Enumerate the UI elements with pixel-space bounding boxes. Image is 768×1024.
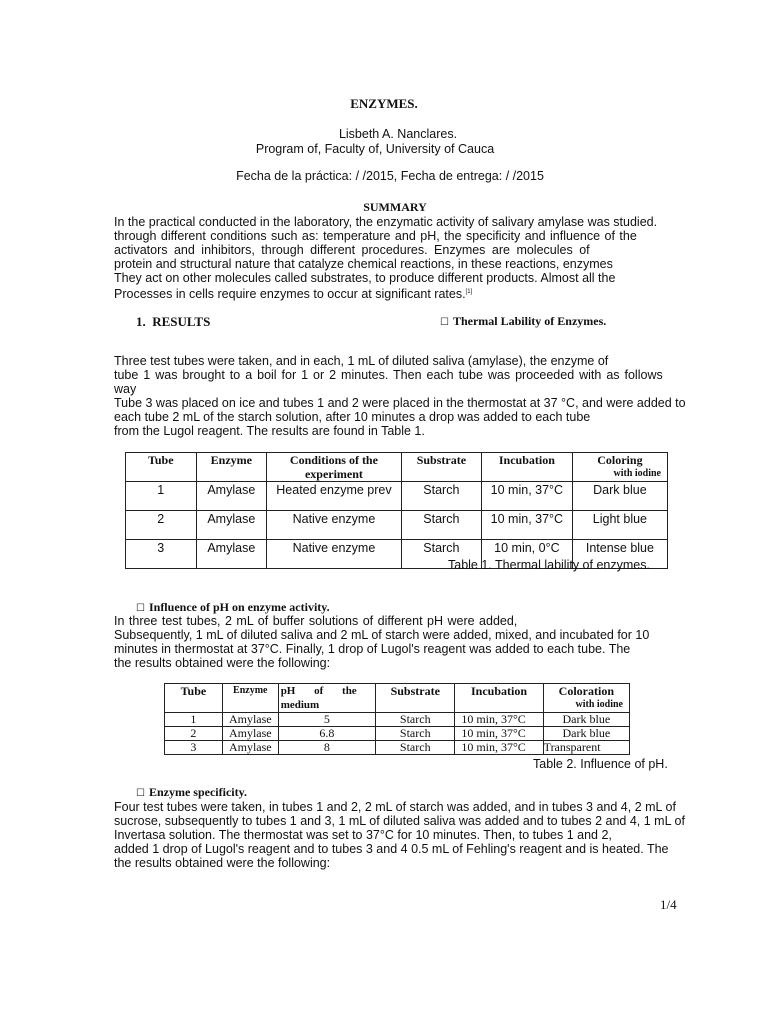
summary-line: They act on other molecules called substrates, to produce different products. Almost all the xyxy=(114,271,616,285)
column-header-sublabel: with iodine xyxy=(613,468,661,479)
ph-paragraph xyxy=(114,614,649,670)
table-cell: Starch xyxy=(376,713,455,727)
thermal-line: Tube 3 was placed on ice and tubes 1 and 2 were placed in the thermostat at 37 °C, and were added to xyxy=(114,396,686,410)
specificity-line: Invertasa solution. The thermostat was set to 37°C for 10 minutes. Then, to tubes 1 and 2, xyxy=(114,828,612,842)
table-2 xyxy=(164,683,630,755)
specificity-line: sucrose, subsequently to tubes 1 and 3, 1 mL of diluted saliva was added and to tubes 2 and 4, 1 mL of xyxy=(114,814,685,828)
table-cell: Native enzyme xyxy=(267,540,402,569)
column-header-label: Coloration xyxy=(558,684,614,698)
table-row xyxy=(126,511,668,540)
table-cell: Dark blue xyxy=(543,727,629,741)
ph-heading-text: Influence of pH on enzyme activity. xyxy=(148,600,330,614)
column-header: Enzyme xyxy=(222,684,278,713)
column-header: Substrate xyxy=(401,453,481,482)
table-cell: 10 min, 0°C xyxy=(481,540,572,569)
ph-line: the results obtained were the following: xyxy=(114,656,331,670)
table-cell: 10 min, 37°C xyxy=(481,482,572,511)
table-cell: 10 min, 37°C xyxy=(481,511,572,540)
page-number: 1/4 xyxy=(660,897,677,912)
reference-marker: [1] xyxy=(465,289,473,295)
thermal-line: from the Lugol reagent. The results are found in Table 1. xyxy=(114,424,425,438)
specificity-paragraph xyxy=(114,800,685,870)
specificity-heading xyxy=(136,785,247,800)
table-cell: Starch xyxy=(401,540,481,569)
summary-line: activators and inhibitors, through different procedures. Enzymes are molecules of xyxy=(114,243,590,257)
checkbox-bullet-icon: ☐ xyxy=(136,603,145,614)
checkbox-bullet-icon: ☐ xyxy=(440,317,449,328)
column-header: Incubation xyxy=(481,453,572,482)
summary-line-text: Processes in cells require enzymes to occur at significant rates. xyxy=(114,287,466,302)
ph-line: Subsequently, 1 mL of diluted saliva and 2 mL of starch were added, mixed, and incubated for 10 xyxy=(114,628,650,642)
table-cell: 10 min, 37°C xyxy=(455,741,543,755)
column-header-sublabel: with iodine xyxy=(575,699,623,710)
dates-line: Fecha de la práctica: / /2015, Fecha de entrega: / /2015 xyxy=(236,169,544,183)
thermal-heading xyxy=(440,314,606,329)
table-cell: 1 xyxy=(126,482,197,511)
specificity-heading-text: Enzyme specificity. xyxy=(148,785,247,799)
summary-line: protein and structural nature that catalyze chemical reactions, in these reactions, enzymes xyxy=(114,257,613,271)
table-cell: Amylase xyxy=(222,727,278,741)
column-header xyxy=(572,453,667,482)
table-header-row xyxy=(165,684,630,713)
ph-line: In three test tubes, 2 mL of buffer solutions of different pH were added, xyxy=(114,614,518,628)
table-cell: Starch xyxy=(401,511,481,540)
table-header-row xyxy=(126,453,668,482)
column-header: Incubation xyxy=(455,684,543,713)
table-row xyxy=(126,482,668,511)
table-cell: 2 xyxy=(126,511,197,540)
summary-line: In the practical conducted in the laboratory, the enzymatic activity of salivary amylase was studied. xyxy=(114,215,658,229)
column-header xyxy=(543,684,629,713)
checkbox-bullet-icon: ☐ xyxy=(136,788,145,799)
column-header: Enzyme xyxy=(196,453,267,482)
thermal-paragraph xyxy=(114,354,686,438)
table-cell: Dark blue xyxy=(572,482,667,511)
table-row xyxy=(165,727,630,741)
table-row xyxy=(165,741,630,755)
specificity-line: added 1 drop of Lugol's reagent and to tubes 3 and 4 0.5 mL of Fehling's reagent and is heated. The xyxy=(114,842,669,856)
column-header: Substrate xyxy=(376,684,455,713)
table-cell: 1 xyxy=(165,713,223,727)
table-cell: Starch xyxy=(401,482,481,511)
table-cell: 3 xyxy=(165,741,223,755)
results-heading: 1. RESULTS xyxy=(136,314,211,329)
table-cell: Intense blue xyxy=(572,540,667,569)
column-header: Tube xyxy=(126,453,197,482)
table-1-caption: Table 1. Thermal lability of enzymes. xyxy=(448,558,650,572)
ph-heading xyxy=(136,600,330,615)
table-cell: 10 min, 37°C xyxy=(455,713,543,727)
table-cell: Starch xyxy=(376,741,455,755)
paper-title: ENZYMES. xyxy=(350,96,418,111)
table-cell: Native enzyme xyxy=(267,511,402,540)
table-cell: 5 xyxy=(278,713,375,727)
ph-line: minutes in thermostat at 37°C. Finally, 1 drop of Lugol's reagent was added to each tube. The xyxy=(114,642,631,656)
specificity-line: Four test tubes were taken, in tubes 1 and 2, 2 mL of starch was added, and in tubes 3 and 4, 2 mL of xyxy=(114,800,676,814)
thermal-line: Three test tubes were taken, and in each, 1 mL of diluted saliva (amylase), the enzyme of xyxy=(114,354,609,368)
summary-line: through different conditions such as: temperature and pH, the specificity and influence of the xyxy=(114,229,637,243)
table-cell: Starch xyxy=(376,727,455,741)
column-header: pH of the medium xyxy=(278,684,375,713)
table-cell: Amylase xyxy=(196,511,267,540)
table-row xyxy=(165,713,630,727)
table-cell: Transparent xyxy=(543,741,629,755)
summary-line xyxy=(114,285,657,301)
table-cell: 10 min, 37°C xyxy=(455,727,543,741)
thermal-line: each tube 2 mL of the starch solution, after 10 minutes a drop was added to each tube xyxy=(114,410,591,424)
thermal-heading-text: Thermal Lability of Enzymes. xyxy=(452,314,607,328)
table-cell: Amylase xyxy=(222,741,278,755)
author-name: Lisbeth A. Nanclares. xyxy=(338,127,458,141)
table-cell: 3 xyxy=(126,540,197,569)
table-cell: Amylase xyxy=(196,482,267,511)
table-cell: Amylase xyxy=(196,540,267,569)
summary-paragraph xyxy=(114,215,657,301)
column-header: Conditions of the experiment xyxy=(267,453,402,482)
table-cell: Amylase xyxy=(222,713,278,727)
table-cell: Light blue xyxy=(572,511,667,540)
table-cell: 8 xyxy=(278,741,375,755)
table-1 xyxy=(125,452,668,569)
summary-heading: SUMMARY xyxy=(363,200,427,214)
specificity-line: the results obtained were the following: xyxy=(114,856,331,870)
table-cell: Heated enzyme prev xyxy=(267,482,402,511)
affiliation: Program of, Faculty of, University of Cauca xyxy=(255,142,495,156)
table-cell: 2 xyxy=(165,727,223,741)
column-header-label: Coloring xyxy=(597,453,643,467)
table-cell: 6.8 xyxy=(278,727,375,741)
thermal-line: tube 1 was brought to a boil for 1 or 2 minutes. Then each tube was proceeded with as follows xyxy=(114,368,663,382)
thermal-line: way xyxy=(114,382,137,396)
table-2-caption: Table 2. Influence of pH. xyxy=(533,757,668,771)
column-header: Tube xyxy=(165,684,223,713)
table-cell: Dark blue xyxy=(543,713,629,727)
